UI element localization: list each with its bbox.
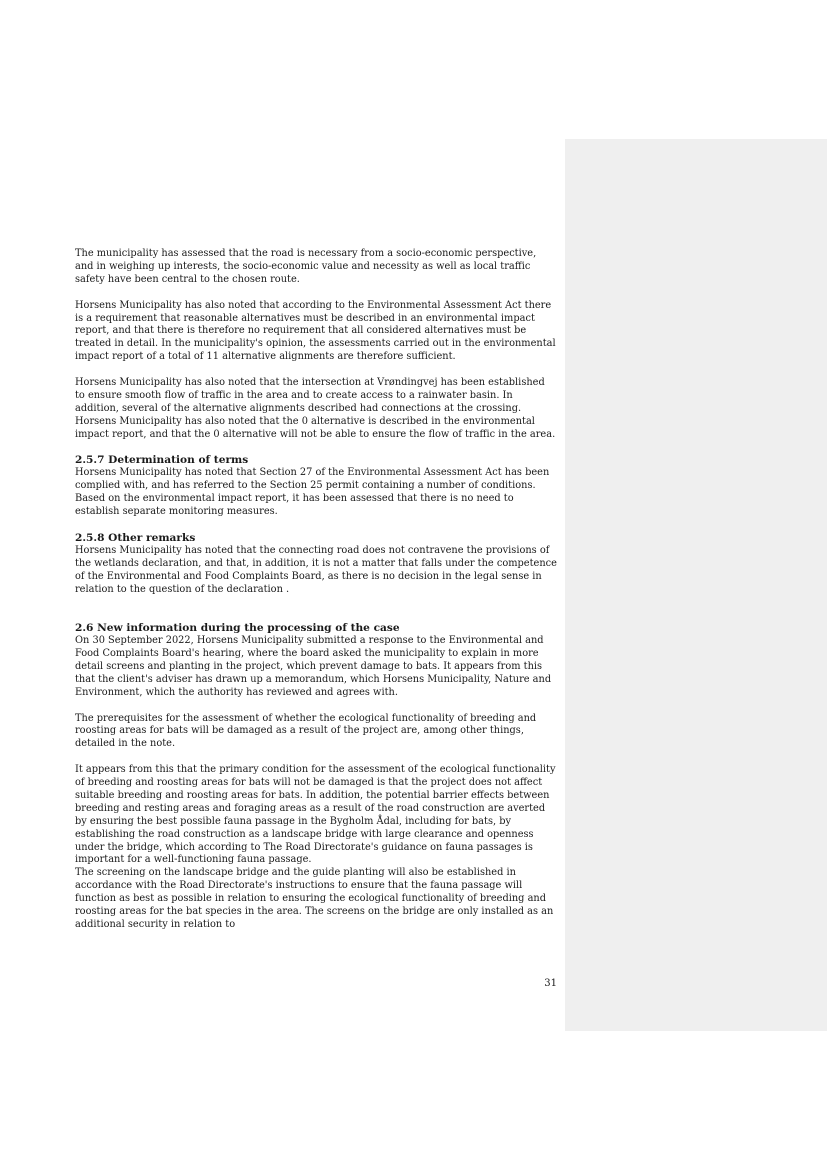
comment-pane (565, 139, 827, 1031)
paragraph-intersection: Horsens Municipality has also noted that the intersection at Vrøndingvej has been established to ensure smooth flow of traffic in the area and to create access to a rainwater basin. In addition, several of the alternative alignments described had connections at the crossing. (75, 377, 545, 414)
paragraph-prerequisites: The prerequisites for the assessment of whether the ecological functionality of breeding and roosting areas for bats will be damaged as a result of the project are, among other things, detailed in the note. (75, 712, 537, 750)
paragraph-alternatives: Horsens Municipality has also noted that according to the Environmental Assessment Act there is a requirement that reasonable alternatives must be described in an environmental impact report, and that there is therefore no requirement that all considered alternatives must be treated in detail. In the municipality's opinion, the assessments carried out in the environmental impact report of a total of 11 alternative alignments are therefore sufficient. (75, 299, 556, 363)
heading-other-remarks: 2.5.8 Other remarks (75, 531, 196, 544)
paragraph-response: On 30 September 2022, Horsens Municipality submitted a response to the Environmental and Food Complaints Board's hearing, where the board asked the municipality to explain in more detail screens and planting in the project, which prevent damage to bats. It appears from this that the client's adviser has drawn up a memorandum, which Horsens Municipality, Nature and Environment, which the authority has reviewed and agrees with. (75, 635, 552, 698)
paragraph-section-27: Horsens Municipality has noted that Section 27 of the Environmental Assessment Act has been complied with, and has referred to the Section 25 permit containing a number of conditions. Based on the environmental impact report, it has been assessed that there is no need to establish separate monitoring measures. (75, 467, 550, 518)
heading-determination-of-terms: 2.5.7 Determination of terms (75, 454, 249, 467)
paragraph-socio-economic: The municipality has assessed that the road is necessary from a socio-economic perspective, and in weighing up interests, the socio-economic value and necessity as well as local traffic safety have been central to the chosen route. (75, 248, 537, 285)
page-number: 31 (544, 978, 557, 989)
paragraph-screening: The screening on the landscape bridge and the guide planting will also be established in accordance with the Road Directorate's instructions to ensure that the fauna passage will function as best as possible in relation to ensuring the ecological functionality of breeding and roosting areas for the bat species in the area. The screens on the bridge are only installed as an additional security in relation to (75, 867, 554, 931)
paragraph-zero-alternative: Horsens Municipality has also noted that the 0 alternative is described in the environmental impact report, and that the 0 alternative will not be able to ensure the flow of traffic in the area. (75, 415, 556, 440)
document-body (75, 248, 557, 932)
paragraph-wetlands: Horsens Municipality has noted that the connecting road does not contravene the provisions of the wetlands declaration, and that, in addition, it is not a matter that falls under the competence of the Environmental and Food Complaints Board, as there is no decision in the legal sense in relation to the question of the declaration . (75, 544, 557, 595)
paragraph-primary-condition: It appears from this that the primary condition for the assessment of the ecological functionality of breeding and roosting areas for bats will not be damaged is that the project does not affect suitable breeding and roosting areas for bats. In addition, the potential barrier effects between breeding and resting areas and foraging areas as a result of the road construction are averted by ensuring the best possible fauna passage in the Bygholm Ådal, including for bats, by establishing the road construction as a landscape bridge with large clearance and openness under the bridge, which according to The Road Directorate's guidance on fauna passages is important for a well-functioning fauna passage. (75, 764, 556, 866)
heading-new-information: 2.6 New information during the processing of the case (75, 622, 400, 635)
